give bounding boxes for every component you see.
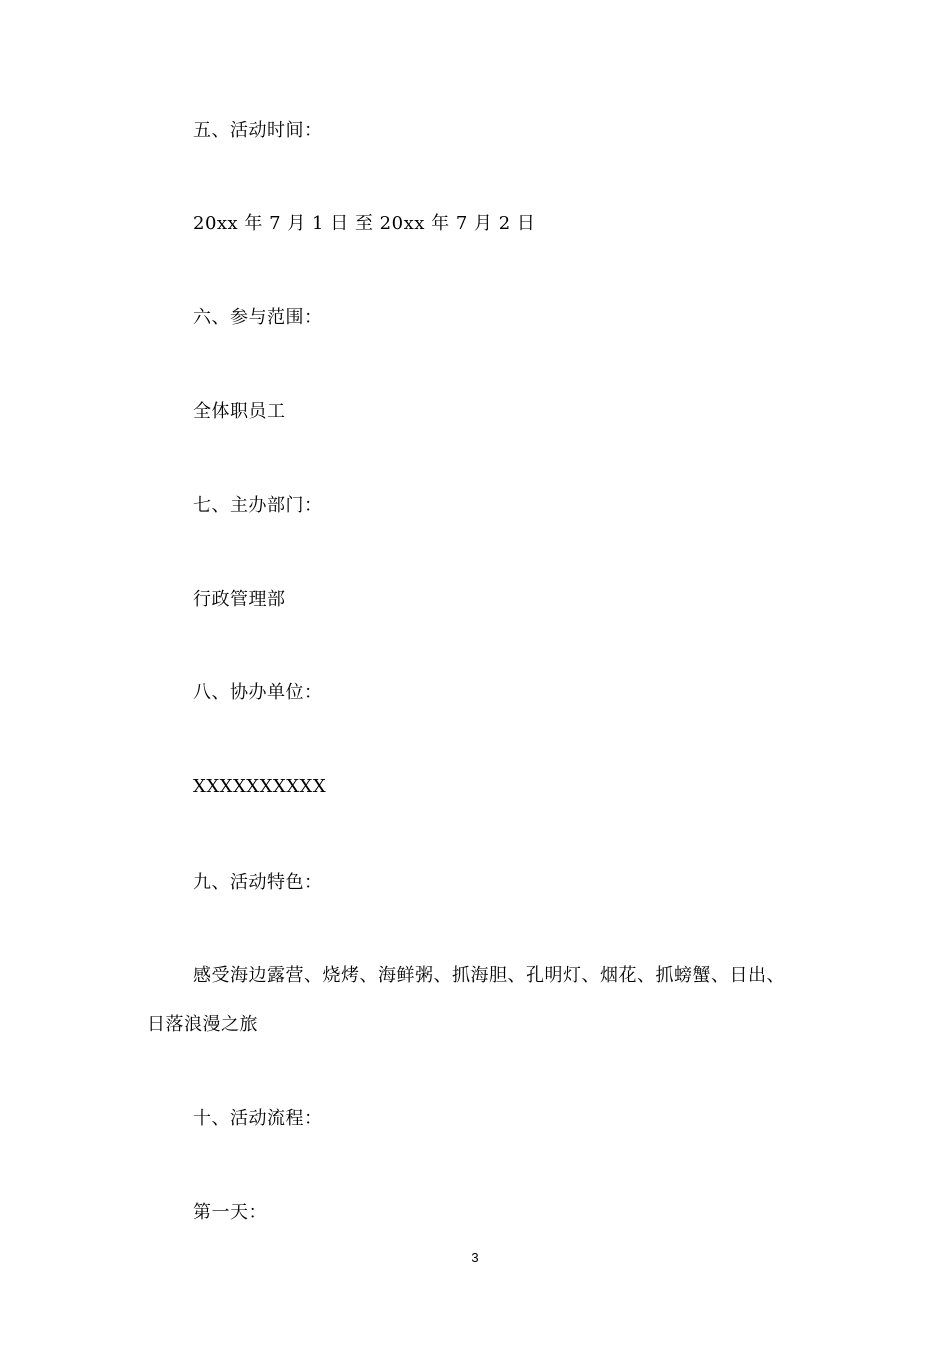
section-5-heading: 五、活动时间： bbox=[193, 120, 323, 141]
activity-features-line-2: 日落浪漫之旅 bbox=[147, 1014, 258, 1035]
activity-features-line-1: 感受海边露营、烧烤、海鲜粥、抓海胆、孔明灯、烟花、抓螃蟹、日出、 bbox=[193, 965, 785, 986]
section-9-heading: 九、活动特色： bbox=[193, 872, 323, 893]
participation-scope: 全体职员工 bbox=[193, 401, 286, 422]
section-10-heading: 十、活动流程： bbox=[193, 1108, 323, 1129]
page-number: 3 bbox=[471, 1250, 479, 1265]
day-one-heading: 第一天： bbox=[193, 1202, 267, 1223]
co-organizer-unit: XXXXXXXXXX bbox=[193, 776, 327, 797]
section-7-heading: 七、主办部门： bbox=[193, 495, 323, 516]
organizer-department: 行政管理部 bbox=[193, 589, 286, 610]
section-6-heading: 六、参与范围： bbox=[193, 307, 323, 328]
section-8-heading: 八、协办单位： bbox=[193, 682, 323, 703]
activity-date-range: 20xx 年 7 月 1 日 至 20xx 年 7 月 2 日 bbox=[193, 213, 536, 234]
